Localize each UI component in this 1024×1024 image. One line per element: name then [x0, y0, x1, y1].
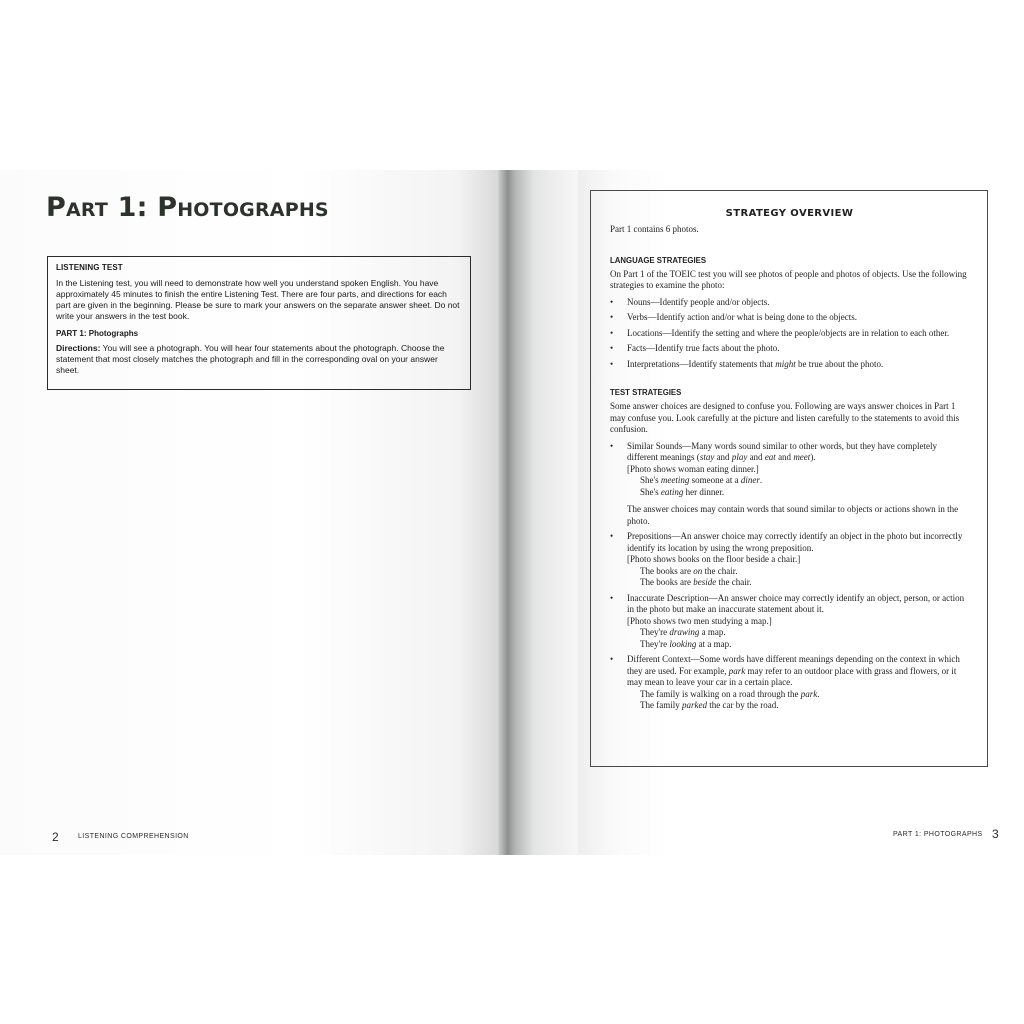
example-text: They're: [640, 638, 670, 649]
page-title: Part 1: Photographs: [46, 192, 329, 223]
example-text: the car by the road.: [707, 700, 779, 710]
example-text: They're: [640, 627, 670, 637]
example-text: She's: [640, 475, 661, 485]
italic-word: looking: [669, 638, 697, 649]
listening-test-intro: In the Listening test, you will need to demonstrate how well you understand spoken English. You have approximately 45 minutes to finish the entire Listening Test. There are four parts, and directions for each part are given in the beginning. Please be sure to mark your answers on the separate answer sheet. Do not write your answers in the test book.: [56, 278, 460, 321]
list-item: • Verbs—Identify action and/or what is being done to the objects.: [610, 312, 969, 324]
example-line: [627, 566, 969, 578]
italic-word: parked: [682, 700, 707, 710]
italic-word: diner: [740, 475, 760, 485]
left-page: [0, 170, 498, 855]
example-text: her dinner.: [683, 486, 725, 497]
photo-note: [Photo shows two men studying a map.]: [627, 615, 772, 626]
example-text: .: [817, 688, 820, 699]
italic-word: beside: [693, 577, 717, 587]
book-gutter: [498, 170, 578, 855]
italic-word: might: [775, 358, 796, 369]
running-footer-left: LISTENING COMPREHENSION: [78, 833, 189, 840]
example-text: The family: [640, 700, 682, 710]
directions-label: Directions:: [56, 343, 101, 353]
list-item-similar-sounds: [610, 441, 969, 528]
italic-word: eat: [764, 452, 776, 462]
item-text: be true about the photo.: [795, 358, 884, 369]
item-text: Inaccurate Description—An answer choice may correctly identify an object, person, or action in the photo but make an inaccurate statement about it.: [627, 592, 965, 614]
list-item: • Locations—Identify the setting and where the people/objects are in relation to each other.: [610, 328, 969, 340]
example-text: She's: [640, 486, 661, 497]
strategy-overview-box: [590, 190, 988, 767]
example-text: someone at a: [689, 475, 741, 485]
book-spread: [0, 170, 1024, 855]
italic-word: eating: [660, 486, 684, 497]
list-item-prepositions: [610, 531, 969, 589]
item-text: Prepositions—An answer choice may correctly identify an object in the photo but incorrectly identify its location by using the wrong preposition.: [627, 531, 963, 553]
list-item: • Nouns—Identify people and/or objects.: [610, 297, 969, 309]
example-text: a map.: [699, 627, 726, 637]
example-line: [627, 689, 969, 701]
list-item: [610, 359, 969, 371]
example-line: [627, 487, 969, 499]
italic-word: on: [693, 565, 703, 576]
italic-word: park: [800, 688, 818, 699]
italic-word: stay: [699, 452, 715, 462]
example-line: [627, 627, 969, 639]
example-line: [627, 577, 969, 589]
strategy-overview-title: STRATEGY OVERVIEW: [725, 208, 854, 219]
list-item-inaccurate-description: [610, 593, 969, 651]
italic-word: meeting: [660, 475, 690, 485]
language-strategies-list: [610, 297, 969, 371]
photo-note: [Photo shows books on the floor beside a chair.]: [627, 554, 801, 564]
example-text: The family is walking on a road through the: [640, 688, 801, 699]
language-strategies-intro: On Part 1 of the TOEIC test you will see photos of people and photos of objects. Use the following strategies to examine the photo:: [610, 268, 967, 290]
italic-word: meet: [793, 452, 811, 462]
directions-paragraph: [56, 343, 462, 376]
listening-test-box: [47, 256, 471, 390]
right-page: [578, 170, 1024, 855]
example-text: .: [759, 475, 763, 485]
example-text: the chair.: [716, 577, 752, 587]
item-text: Similar Sounds—Many words sound similar to other words, but they have completely different meanings (: [627, 440, 937, 462]
test-strategies-list: [610, 441, 969, 712]
italic-word: play: [731, 452, 748, 462]
strategy-intro: Part 1 contains 6 photos.: [610, 224, 699, 234]
example-line: [627, 639, 969, 651]
item-text: and: [747, 452, 765, 462]
page-number-right: 3: [992, 827, 999, 841]
italic-word: park: [728, 665, 746, 676]
example-text: The books are: [640, 565, 694, 576]
example-line: [627, 700, 969, 712]
example-line: [627, 475, 969, 487]
directions-text: You will see a photograph. You will hear four statements about the photograph. Choose the statement that most closely matches the photograph and fill in the corresponding oval on your answer sheet.: [56, 343, 445, 375]
listening-test-heading: LISTENING TEST: [56, 263, 123, 272]
test-strategies-heading: TEST STRATEGIES: [610, 388, 682, 397]
item-text: Different Context—Some words have different meanings depending on the context in which they are used. For example,: [627, 654, 960, 676]
photo-note: [Photo shows woman eating dinner.]: [627, 463, 759, 474]
item-text: ).: [810, 452, 816, 462]
item-text: and: [775, 452, 794, 462]
italic-word: drawing: [669, 627, 700, 637]
example-text: the chair.: [702, 565, 738, 576]
item-text: may refer to an outdoor place with grass and flowers, or it may mean to leave your car in a certain place.: [627, 665, 957, 687]
page-number-left: 2: [52, 830, 59, 844]
list-item-different-context: [610, 654, 969, 712]
list-item: • Facts—Identify true facts about the photo.: [610, 343, 969, 355]
running-footer-right: PART 1: PHOTOGRAPHS: [893, 831, 983, 838]
similar-sounds-note: The answer choices may contain words that sound similar to objects or actions shown in the photo.: [627, 504, 959, 526]
item-text: and: [714, 452, 732, 462]
test-strategies-intro: Some answer choices are designed to confuse you. Following are ways answer choices in Part 1 may confuse you. Look carefully at the picture and listen carefully to the statements to avoid this confusion.: [610, 401, 960, 434]
example-text: The books are: [640, 577, 694, 587]
language-strategies-heading: LANGUAGE STRATEGIES: [610, 255, 707, 265]
part1-heading: PART 1: Photographs: [56, 329, 139, 338]
item-text: Interpretations—Identify statements that: [627, 358, 776, 369]
example-text: at a map.: [696, 638, 732, 649]
